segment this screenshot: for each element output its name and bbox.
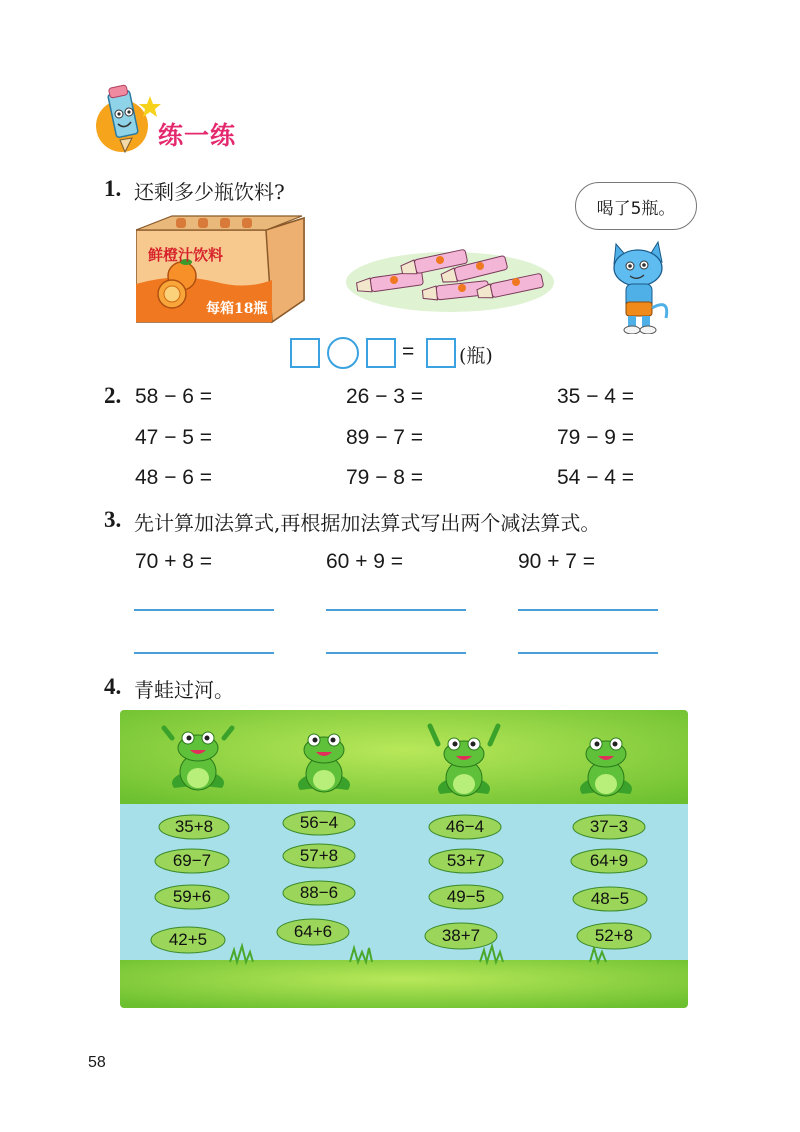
juice-box-count: 每箱18瓶 — [206, 301, 268, 317]
equation: 35 − 4 = — [557, 385, 635, 408]
lily-pad[interactable] — [154, 884, 230, 910]
lily-pad[interactable] — [282, 810, 356, 836]
question-3-number: 3. — [104, 507, 122, 532]
answer-box-2[interactable] — [366, 338, 396, 368]
lily-pad[interactable] — [158, 814, 230, 840]
equation: 90 + 7 = — [518, 550, 596, 573]
operator-circle[interactable] — [327, 337, 359, 369]
equals-sign: = — [402, 340, 415, 363]
pad-expression: 46−4 — [445, 817, 485, 836]
pad-expression: 52+8 — [594, 926, 634, 945]
lily-pad[interactable] — [282, 843, 356, 869]
question-1-number: 1. — [104, 176, 122, 201]
question-3-text: 先计算加法算式,再根据加法算式写出两个减法算式。 — [134, 511, 601, 535]
lily-pad[interactable] — [424, 922, 498, 950]
speech-bubble — [575, 182, 697, 230]
answer-line[interactable] — [518, 652, 658, 654]
lily-pad[interactable] — [282, 880, 356, 906]
pad-expression: 48−5 — [590, 889, 630, 908]
pencil-mascot-icon — [92, 84, 162, 160]
answer-line[interactable] — [134, 609, 274, 611]
equation: 48 − 6 = — [135, 466, 213, 489]
unit-label: (瓶) — [459, 345, 493, 367]
equation: 89 − 7 = — [346, 426, 424, 449]
lily-pad[interactable] — [150, 926, 226, 954]
question-1-text: 还剩多少瓶饮料? — [134, 180, 285, 204]
answer-line[interactable] — [518, 609, 658, 611]
pad-expression: 69−7 — [172, 851, 212, 870]
equation: 47 − 5 = — [135, 426, 213, 449]
speech-text: 喝了5瓶。 — [596, 198, 676, 219]
pad-expression: 56−4 — [299, 813, 339, 832]
equation: 58 − 6 = — [135, 385, 213, 408]
pad-expression: 88−6 — [299, 883, 339, 902]
pad-expression: 35+8 — [174, 817, 214, 836]
answer-line[interactable] — [326, 609, 466, 611]
equation: 60 + 9 = — [326, 550, 404, 573]
pad-expression: 64+6 — [293, 922, 333, 941]
section-title: 练一练 — [158, 121, 237, 150]
pad-expression: 53+7 — [446, 851, 486, 870]
answer-box-1[interactable] — [290, 338, 320, 368]
lily-pad[interactable] — [276, 918, 350, 946]
pad-expression: 64+9 — [589, 851, 629, 870]
equation: 70 + 8 = — [135, 550, 213, 573]
question-2-number: 2. — [104, 383, 122, 408]
pad-expression: 49−5 — [446, 887, 486, 906]
lily-pad[interactable] — [428, 884, 504, 910]
frog-river-scene — [120, 710, 688, 1008]
pad-expression: 38+7 — [441, 926, 481, 945]
juice-box-label: 鲜橙汁饮料 — [148, 246, 224, 264]
lily-pad[interactable] — [428, 848, 504, 874]
answer-box-3[interactable] — [426, 338, 456, 368]
lily-pad[interactable] — [570, 848, 648, 874]
page-number: 58 — [88, 1054, 106, 1071]
answer-line[interactable] — [326, 652, 466, 654]
lily-pad[interactable] — [572, 814, 646, 840]
bottles-illustration — [344, 244, 556, 316]
question-4-number: 4. — [104, 674, 122, 699]
equation: 54 − 4 = — [557, 466, 635, 489]
equation: 79 − 9 = — [557, 426, 635, 449]
pad-expression: 42+5 — [168, 930, 208, 949]
answer-line[interactable] — [134, 652, 274, 654]
lily-pad[interactable] — [154, 848, 230, 874]
lily-pad[interactable] — [428, 814, 502, 840]
equation: 79 − 8 = — [346, 466, 424, 489]
pad-expression: 37−3 — [589, 817, 629, 836]
pad-expression: 57+8 — [299, 846, 339, 865]
lily-pad[interactable] — [572, 886, 648, 912]
pad-expression: 59+6 — [172, 887, 212, 906]
cat-mascot-icon — [608, 238, 674, 334]
equation: 26 − 3 = — [346, 385, 424, 408]
lily-pad[interactable] — [576, 922, 652, 950]
question-4-text: 青蛙过河。 — [134, 678, 234, 702]
